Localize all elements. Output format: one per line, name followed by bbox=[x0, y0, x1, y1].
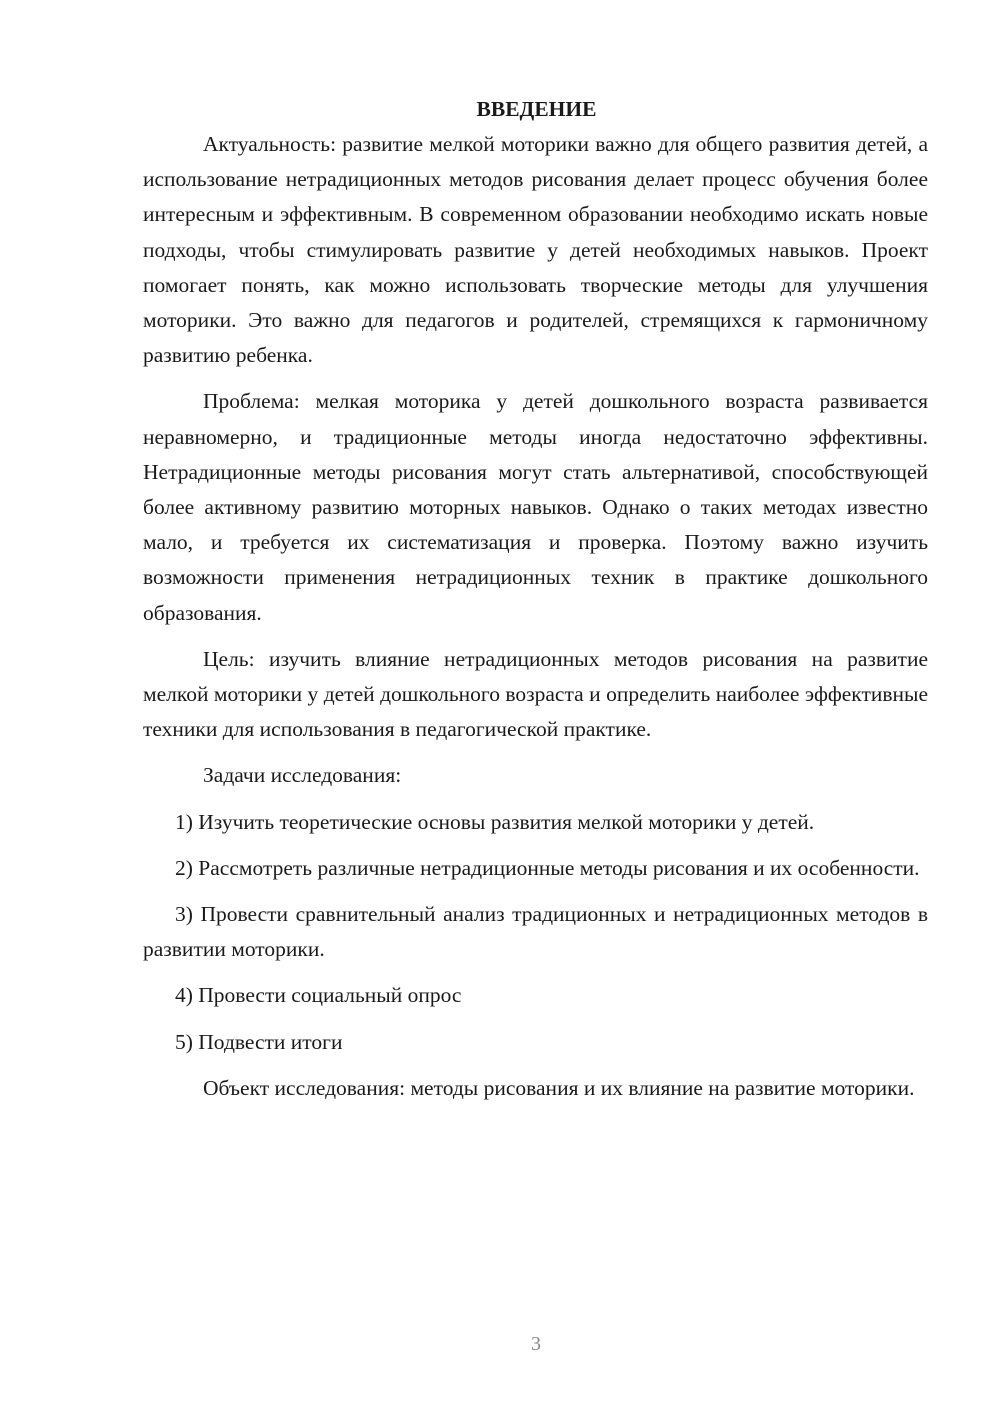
task-item-3: 3) Провести сравнительный анализ традиционных и нетрадиционных методов в развитии моторики. bbox=[143, 902, 928, 962]
document-page bbox=[143, 92, 928, 1117]
paragraph-object: Объект исследования: методы рисования и их влияние на развитие моторики. bbox=[203, 1075, 915, 1100]
paragraph-problem: Проблема: мелкая моторика у детей дошкольного возраста развивается неравномерно, и традиционные методы иногда недостаточно эффективны. Нетрадиционные методы рисования могут стать альтернативой, способствующей более активному развитию моторных навыков. Однако о таких методах известно мало, и требуется их систематизация и проверка. Поэтому важно изучить возможности применения нетрадиционных техник в практике дошкольного образования. bbox=[143, 389, 928, 625]
page-number: 3 bbox=[531, 1333, 541, 1355]
task-item-5: 5) Подвести итоги bbox=[175, 1029, 343, 1054]
paragraph-relevance: Актуальность: развитие мелкой моторики важно для общего развития детей, а использование нетрадиционных методов рисования делает процесс обучения более интересным и эффективным. В современном образовании необходимо искать новые подходы, чтобы стимулировать развитие у детей необходимых навыков. Проект помогает понять, как можно использовать творческие методы для улучшения моторики. Это важно для педагогов и родителей, стремящихся к гармоничному развитию ребенка. bbox=[143, 132, 928, 368]
task-item-4: 4) Провести социальный опрос bbox=[175, 983, 462, 1008]
task-item-1: 1) Изучить теоретические основы развития мелкой моторики у детей. bbox=[175, 809, 815, 834]
paragraph-tasks-heading: Задачи исследования: bbox=[203, 763, 402, 788]
page-title: ВВЕДЕНИЕ bbox=[476, 97, 597, 121]
paragraph-goal: Цель: изучить влияние нетрадиционных методов рисования на развитие мелкой моторики у детей дошкольного возраста и определить наиболее эффективные техники для использования в педагогической практике. bbox=[143, 646, 928, 742]
task-item-2: 2) Рассмотреть различные нетрадиционные методы рисования и их особенности. bbox=[175, 855, 920, 880]
